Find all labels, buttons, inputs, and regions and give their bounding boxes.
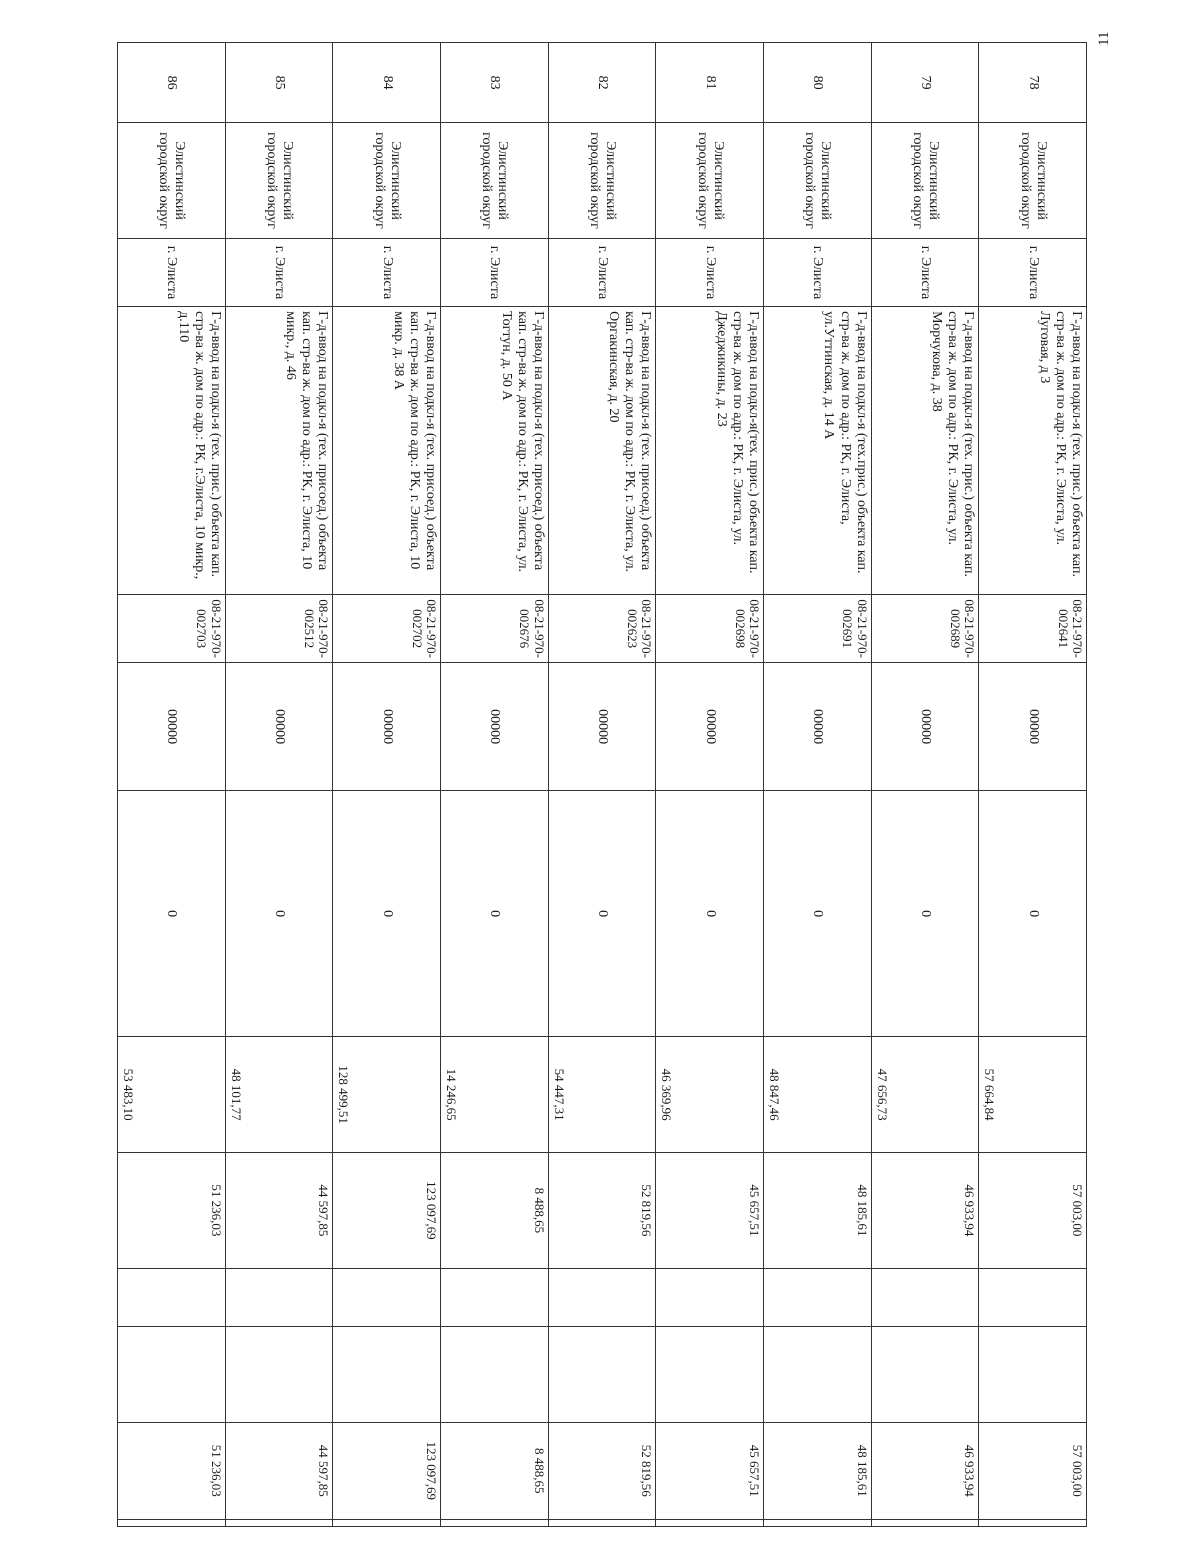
initial-cost-cell: 54 447,31 <box>548 1037 656 1153</box>
initial-cost-cell: 128 499,51 <box>333 1037 441 1153</box>
empty-cell <box>333 1326 441 1422</box>
initial-cost-cell: 47 656,73 <box>871 1037 979 1153</box>
zero-value-cell: 0 <box>225 790 333 1036</box>
table-row <box>441 43 549 1527</box>
empty-cell <box>441 1326 549 1422</box>
empty-cell <box>656 1326 764 1422</box>
cadastral-number-cell: 08-21-970-002623 <box>548 595 656 663</box>
rotated-table-container <box>117 42 1087 1527</box>
initial-cost-cell: 57 664,84 <box>979 1037 1087 1153</box>
municipality-cell: Элистинский городской округ <box>764 123 872 239</box>
total-cost-cell: 51 236,03 <box>118 1423 226 1519</box>
city-cell: г. Элиста <box>656 238 764 306</box>
empty-cell <box>225 1268 333 1326</box>
total-cost-cell: 123 097,69 <box>333 1423 441 1519</box>
total-cost-cell: 48 185,61 <box>764 1423 872 1519</box>
city-cell: г. Элиста <box>118 238 226 306</box>
cadastral-number-cell: 08-21-970-002702 <box>333 595 441 663</box>
total-cost-cell: 44 597,85 <box>225 1423 333 1519</box>
empty-cell <box>979 1268 1087 1326</box>
empty-cell <box>225 1519 333 1526</box>
cadastral-number-cell: 08-21-970-002689 <box>871 595 979 663</box>
object-description-cell: Г-д-ввод на подкл-я (тех. присоед.) объекта кап. стр-ва ж. дом по адр.: РК, г. Элиста, 10 микр. д. 38 А <box>333 307 441 595</box>
row-number-cell: 80 <box>764 43 872 123</box>
table-row <box>225 43 333 1527</box>
table-row <box>548 43 656 1527</box>
city-cell: г. Элиста <box>764 238 872 306</box>
residual-cost-cell: 52 819,56 <box>548 1152 656 1268</box>
total-cost-cell: 52 819,56 <box>548 1423 656 1519</box>
object-description-cell: Г-д-ввод на подкл-я (тех. присоед.) объекта кап. стр-ва ж. дом по адр.: РК, г. Элиста, ул. Тогтун, д. 50 А <box>441 307 549 595</box>
initial-cost-cell: 14 246,65 <box>441 1037 549 1153</box>
empty-cell <box>764 1268 872 1326</box>
row-number-cell: 78 <box>979 43 1087 123</box>
table-row <box>979 43 1087 1527</box>
city-cell: г. Элиста <box>548 238 656 306</box>
table-row <box>656 43 764 1527</box>
row-number-cell: 79 <box>871 43 979 123</box>
table-row <box>871 43 979 1527</box>
row-number-cell: 85 <box>225 43 333 123</box>
residual-cost-cell: 8 488,65 <box>441 1152 549 1268</box>
residual-cost-cell: 57 003,00 <box>979 1152 1087 1268</box>
empty-cell <box>656 1519 764 1526</box>
municipality-cell: Элистинский городской округ <box>441 123 549 239</box>
initial-cost-cell: 48 847,46 <box>764 1037 872 1153</box>
empty-cell <box>979 1519 1087 1526</box>
zero-value-cell: 0 <box>333 790 441 1036</box>
residual-cost-cell: 45 657,51 <box>656 1152 764 1268</box>
object-description-cell: Г-д-ввод на подкл-я (тех. прис.) объекта кап. стр-ва ж. дом по адр.: РК, г. Элиста, ул. Луговая, д 3 <box>979 307 1087 595</box>
municipality-cell: Элистинский городской округ <box>871 123 979 239</box>
zero-value-cell: 0 <box>979 790 1087 1036</box>
zero-value-cell: 0 <box>871 790 979 1036</box>
empty-cell <box>871 1268 979 1326</box>
assets-table <box>117 42 1087 1527</box>
residual-cost-cell: 51 236,03 <box>118 1152 226 1268</box>
inventory-number-cell: 00000 <box>871 663 979 791</box>
row-number-cell: 86 <box>118 43 226 123</box>
total-cost-cell: 57 003,00 <box>979 1423 1087 1519</box>
page-number: 11 <box>1096 31 1112 46</box>
residual-cost-cell: 123 097,69 <box>333 1152 441 1268</box>
object-description-cell: Г-д-ввод на подкл-я (тех. прис.) объекта кап. стр-ва ж. дом по адр.: РК, г.Элиста, 10 микр., д.110 <box>118 307 226 595</box>
empty-cell <box>333 1268 441 1326</box>
cadastral-number-cell: 08-21-970-002703 <box>118 595 226 663</box>
object-description-cell: Г-д-ввод на подкл-я (тех. прис.) объекта кап. стр-ва ж. дом по адр.: РК, г. Элиста, ул. Морчукова, д. 38 <box>871 307 979 595</box>
empty-cell <box>656 1268 764 1326</box>
residual-cost-cell: 46 933,94 <box>871 1152 979 1268</box>
inventory-number-cell: 00000 <box>333 663 441 791</box>
empty-cell <box>548 1326 656 1422</box>
empty-cell <box>764 1519 872 1526</box>
empty-cell <box>441 1519 549 1526</box>
empty-cell <box>441 1268 549 1326</box>
table-body <box>118 43 1087 1527</box>
object-description-cell: Г-д-ввод на подкл-я (тех. присоед.) объекта кап. стр-ва ж. дом по адр.: РК, г. Элиста, ул. Оргакинская, д. 20 <box>548 307 656 595</box>
cadastral-number-cell: 08-21-970-002641 <box>979 595 1087 663</box>
empty-cell <box>225 1326 333 1422</box>
table-row <box>333 43 441 1527</box>
inventory-number-cell: 00000 <box>764 663 872 791</box>
empty-cell <box>118 1519 226 1526</box>
municipality-cell: Элистинский городской округ <box>333 123 441 239</box>
inventory-number-cell: 00000 <box>548 663 656 791</box>
city-cell: г. Элиста <box>979 238 1087 306</box>
city-cell: г. Элиста <box>225 238 333 306</box>
residual-cost-cell: 48 185,61 <box>764 1152 872 1268</box>
inventory-number-cell: 00000 <box>441 663 549 791</box>
inventory-number-cell: 00000 <box>225 663 333 791</box>
cadastral-number-cell: 08-21-970-002512 <box>225 595 333 663</box>
cadastral-number-cell: 08-21-970-002691 <box>764 595 872 663</box>
total-cost-cell: 45 657,51 <box>656 1423 764 1519</box>
empty-cell <box>548 1268 656 1326</box>
zero-value-cell: 0 <box>118 790 226 1036</box>
residual-cost-cell: 44 597,85 <box>225 1152 333 1268</box>
municipality-cell: Элистинский городской округ <box>979 123 1087 239</box>
municipality-cell: Элистинский городской округ <box>118 123 226 239</box>
initial-cost-cell: 53 483,10 <box>118 1037 226 1153</box>
cadastral-number-cell: 08-21-970-002698 <box>656 595 764 663</box>
table-row <box>764 43 872 1527</box>
inventory-number-cell: 00000 <box>979 663 1087 791</box>
empty-cell <box>333 1519 441 1526</box>
object-description-cell: Г-д-ввод на подкл-я (тех.прис.) объекта кап. стр-ва ж. дом по адр.: РК, г. Элиста, ул.Уттинская, д. 14 А <box>764 307 872 595</box>
empty-cell <box>548 1519 656 1526</box>
empty-cell <box>871 1519 979 1526</box>
total-cost-cell: 46 933,94 <box>871 1423 979 1519</box>
total-cost-cell: 8 488,65 <box>441 1423 549 1519</box>
city-cell: г. Элиста <box>333 238 441 306</box>
empty-cell <box>118 1326 226 1422</box>
zero-value-cell: 0 <box>764 790 872 1036</box>
zero-value-cell: 0 <box>441 790 549 1036</box>
empty-cell <box>979 1326 1087 1422</box>
empty-cell <box>871 1326 979 1422</box>
municipality-cell: Элистинский городской округ <box>225 123 333 239</box>
city-cell: г. Элиста <box>871 238 979 306</box>
row-number-cell: 83 <box>441 43 549 123</box>
object-description-cell: Г-д-ввод на подкл-я(тех. прис.) объекта кап. стр-ва ж. дом по адр.: РК, г. Элиста, ул. Джеджикины, д. 23 <box>656 307 764 595</box>
municipality-cell: Элистинский городской округ <box>548 123 656 239</box>
initial-cost-cell: 46 369,96 <box>656 1037 764 1153</box>
table-row <box>118 43 226 1527</box>
row-number-cell: 82 <box>548 43 656 123</box>
inventory-number-cell: 00000 <box>118 663 226 791</box>
zero-value-cell: 0 <box>656 790 764 1036</box>
empty-cell <box>764 1326 872 1422</box>
object-description-cell: Г-д-ввод на подкл-я (тех. присоед.) объекта кап. стр-ва ж. дом по адр.: РК, г. Элиста, 10 микр., д. 46 <box>225 307 333 595</box>
row-number-cell: 84 <box>333 43 441 123</box>
empty-cell <box>118 1268 226 1326</box>
zero-value-cell: 0 <box>548 790 656 1036</box>
municipality-cell: Элистинский городской округ <box>656 123 764 239</box>
row-number-cell: 81 <box>656 43 764 123</box>
inventory-number-cell: 00000 <box>656 663 764 791</box>
city-cell: г. Элиста <box>441 238 549 306</box>
initial-cost-cell: 48 101,77 <box>225 1037 333 1153</box>
cadastral-number-cell: 08-21-970-002676 <box>441 595 549 663</box>
